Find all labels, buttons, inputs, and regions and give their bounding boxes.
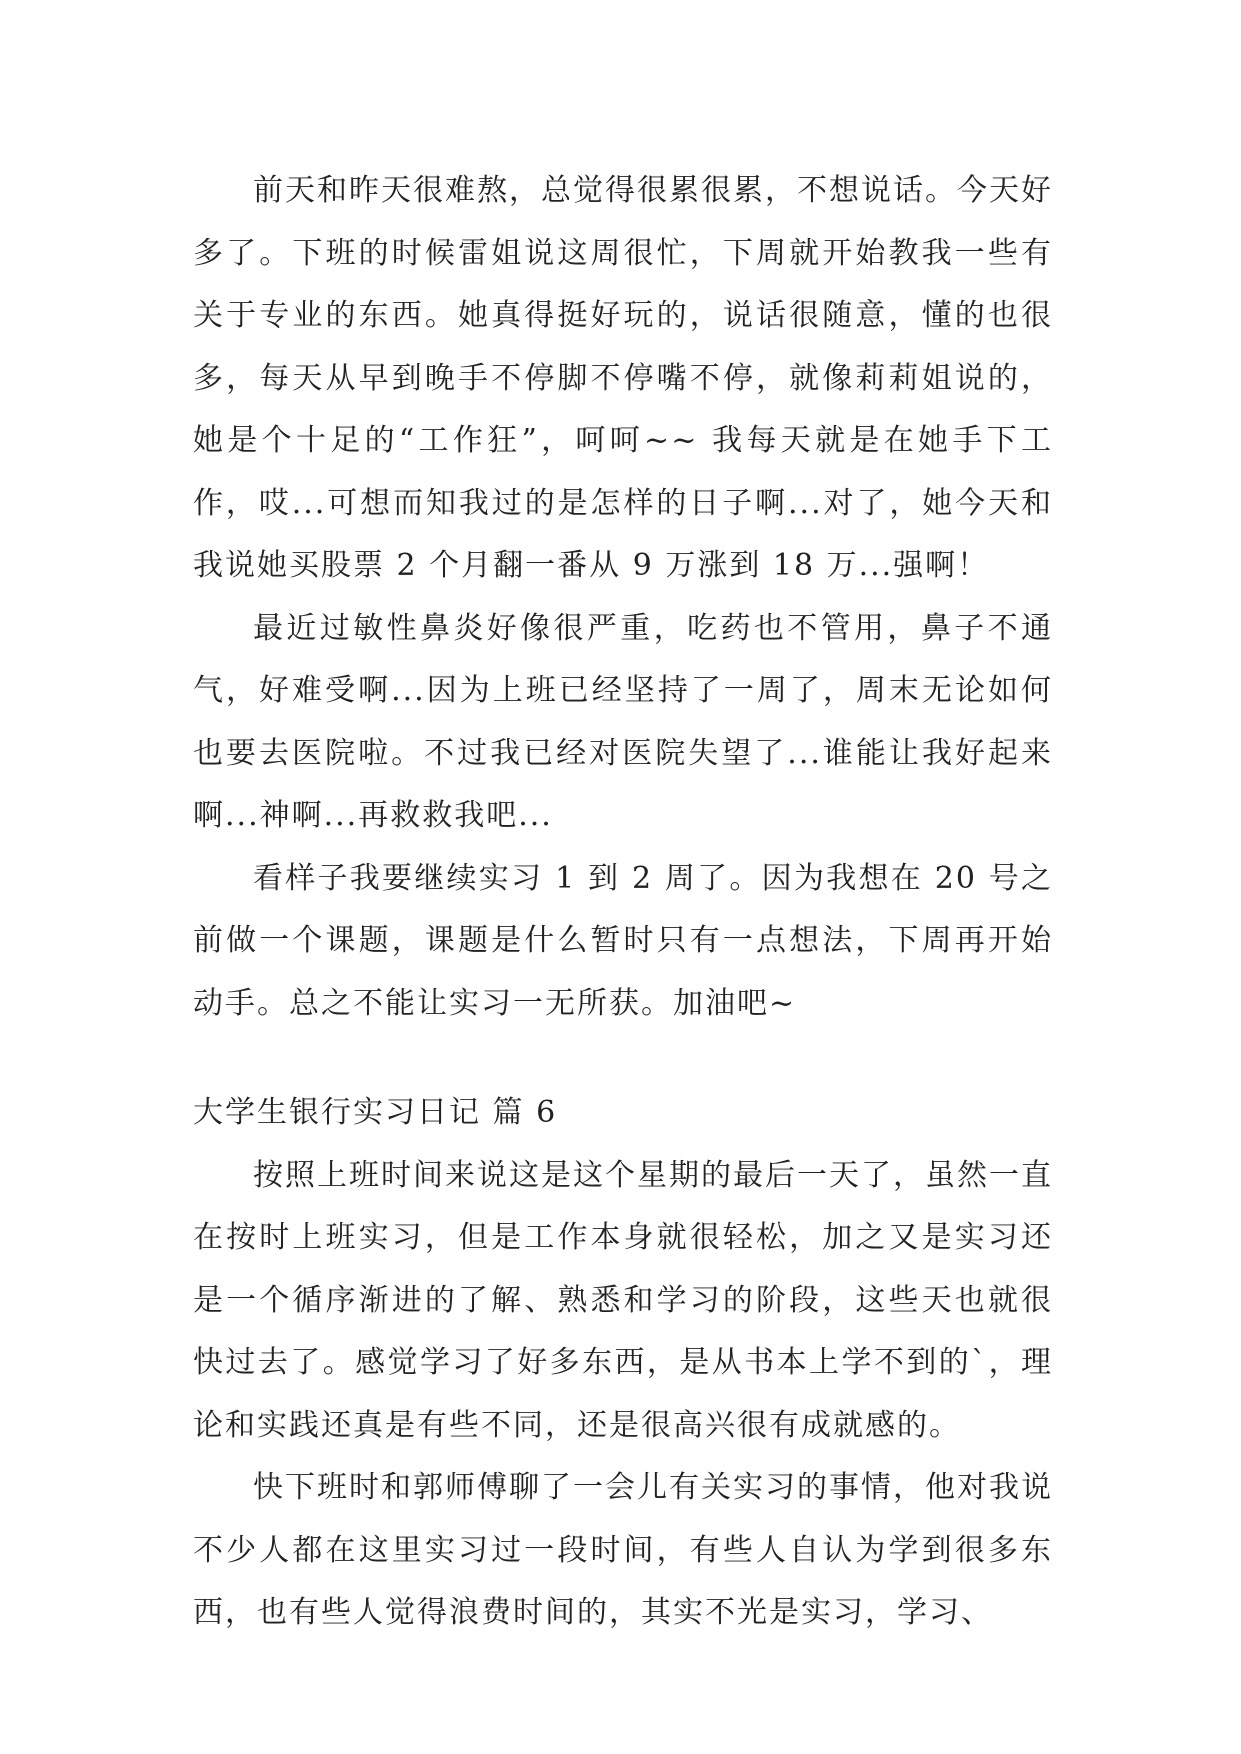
paragraph-2: 最近过敏性鼻炎好像很严重，吃药也不管用，鼻子不通气，好难受啊...因为上班已经坚持了一周了，周末无论如何也要去医院啦。不过我已经对医院失望了...谁能让我好起来啊...神啊...再救救我吧...	[193, 610, 1053, 833]
document-body	[193, 160, 1053, 1645]
paragraph-1: 前天和昨天很难熬，总觉得很累很累，不想说话。今天好多了。下班的时候雷姐说这周很忙，下周就开始教我一些有关于专业的东西。她真得挺好玩的，说话很随意，懂的也很多，每天从早到晚手不停脚不停嘴不停，就像莉莉姐说的，她是个十足的“工作狂”，呵呵~~ 我每天就是在她手下工作，哎...可想而知我过的是怎样的日子啊...对了，她今天和我说她买股票 2 个月翻一番从 9 万涨到 18 万...强啊！	[193, 173, 1053, 583]
paragraph-3: 看样子我要继续实习 1 到 2 周了。因为我想在 20 号之前做一个课题，课题是什么暂时只有一点想法，下周再开始动手。总之不能让实习一无所获。加油吧~	[193, 860, 1053, 1021]
paragraph-4: 按照上班时间来说这是这个星期的最后一天了，虽然一直在按时上班实习，但是工作本身就很轻松，加之又是实习还是一个循序渐进的了解、熟悉和学习的阶段，这些天也就很快过去了。感觉学习了好多东西，是从书本上学不到的`，理论和实践还真是有些不同，还是很高兴很有成就感的。	[193, 1157, 1053, 1443]
section-heading: 大学生银行实习日记 篇 6	[193, 1095, 558, 1130]
paragraph-5: 快下班时和郭师傅聊了一会儿有关实习的事情，他对我说不少人都在这里实习过一段时间，有些人自认为学到很多东西，也有些人觉得浪费时间的，其实不光是实习，学习、	[193, 1470, 1053, 1630]
